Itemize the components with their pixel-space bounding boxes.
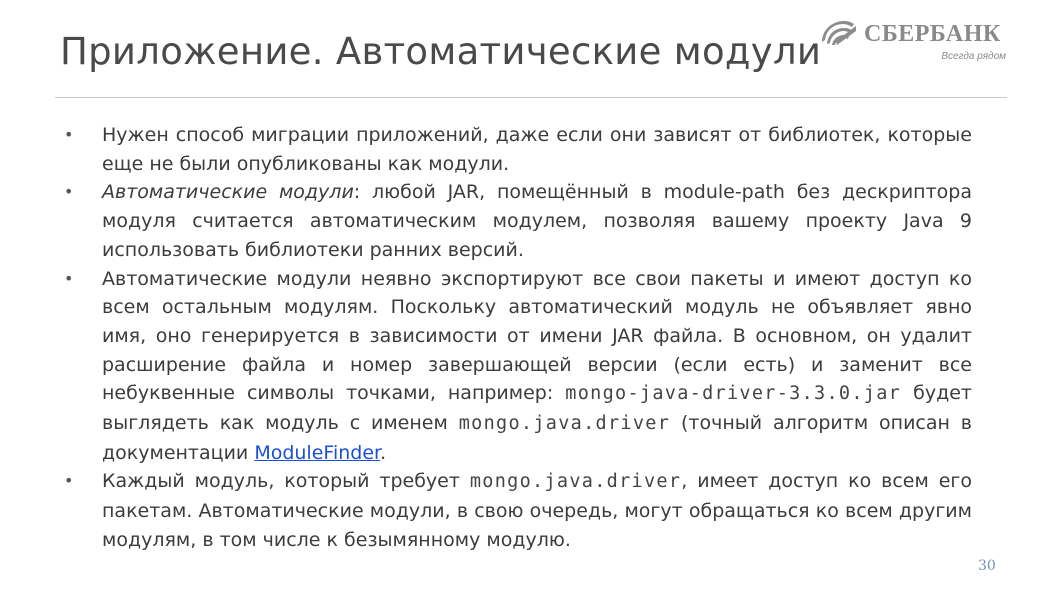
bullet-item [102,265,972,468]
slide-title: Приложение. Автоматические модули [60,30,822,73]
code-module-name: mongo.java.driver [458,413,671,435]
bullet-text: Каждый модуль, который требует [102,470,470,493]
title-divider [55,97,1007,98]
modulefinder-link[interactable]: ModuleFinder [254,441,381,464]
bullet-emphasis: Автоматические модули [102,181,354,204]
code-module-name: mongo.java.driver [469,471,682,493]
logo-name: СБЕРБАНК [864,21,1001,47]
logo-tagline: Всегда рядом [941,51,1006,62]
bullet-item [102,178,972,264]
code-jar-name: mongo-java-driver-3.3.0.jar [565,383,902,405]
bullet-item [102,467,972,554]
sberbank-logo [818,18,1008,66]
bullet-text: Автоматические модули неявно экспортируют все свои пакеты и имеют доступ ко всем остальным модулям. Поскольку автоматический модуль не объявляет явно имя, оно генерируется в зависимости от имени JAR файла. В основном, он удалит расширение файла и номер завершающей версии (если есть) и заменит все небуквенные символы точками, например: [102,267,972,405]
bullet-text: , имеет доступ ко всем его пакетам. Автоматические модули, в свою очередь, могут обращаться ко всем другим модулям, в том числе к безымянному модулю. [102,470,972,551]
bullet-text: : любой JAR, помещённый в module-path без дескриптора модуля считается автоматическим модулем, позволяя вашему проекту Java 9 использовать библиотеки ранних версий. [102,181,972,261]
sberbank-logo-mark-icon [818,18,858,52]
bullet-list [102,121,972,555]
bullet-text: Нужен способ миграции приложений, даже если они зависят от библиотек, которые еще не были опубликованы как модули. [102,124,972,175]
bullet-text: . [380,441,387,464]
bullet-text: будет выглядеть как модуль с именем [102,382,972,435]
bullet-text: (точный алгоритм описан в документации [102,412,972,464]
page-number: 30 [978,558,996,574]
bullet-item [102,121,972,178]
